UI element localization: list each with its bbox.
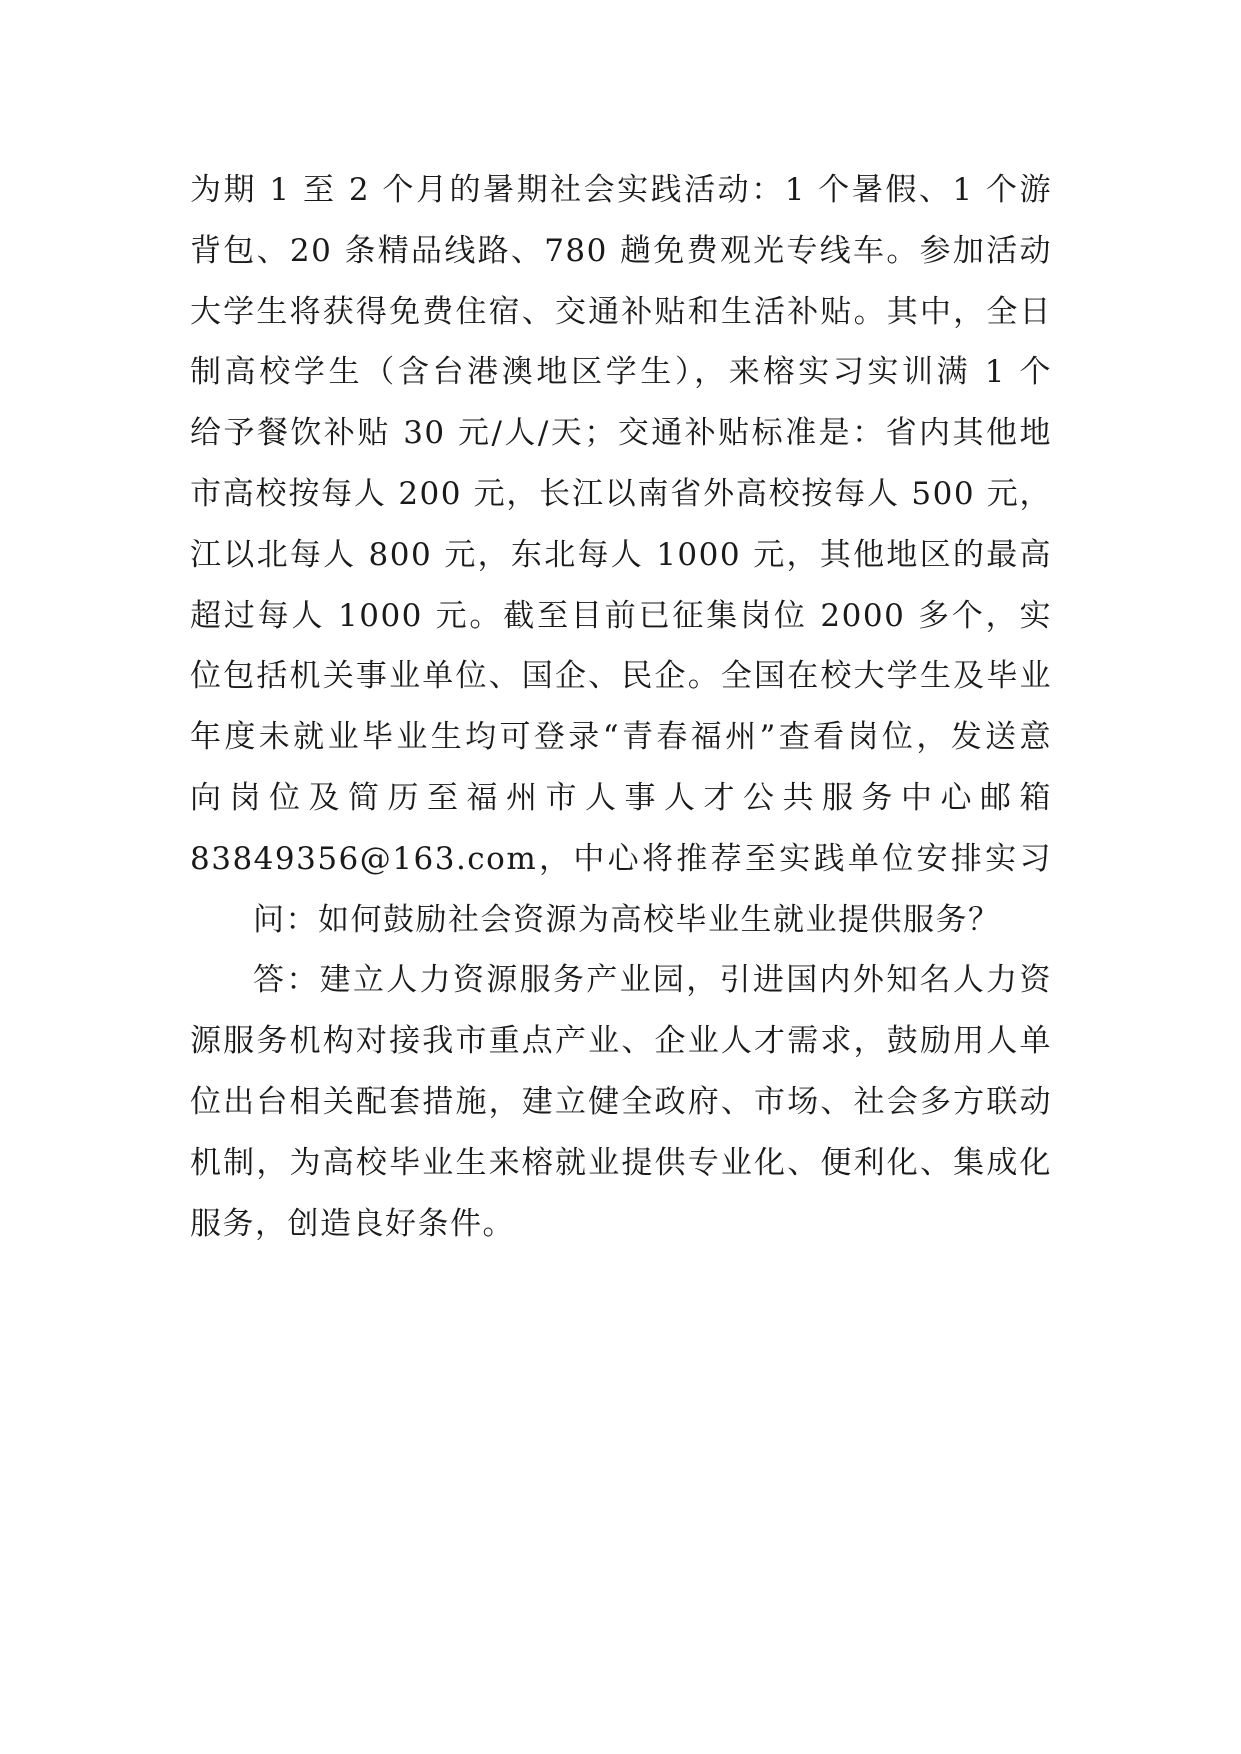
text-line: 制高校学生（含台港澳地区学生），来榕实习实训满 1 个	[190, 354, 1052, 391]
text-line: 江以北每人 800 元，东北每人 1000 元，其他地区的最高	[190, 536, 1052, 573]
text-line: 给予餐饮补贴 30 元/人/天；交通补贴标准是：省内其他地	[190, 415, 1052, 452]
text-line: 向岗位及简历至福州市人事人才公共服务中心邮箱	[190, 779, 1052, 816]
question-line: 问：如何鼓励社会资源为高校毕业生就业提供服务？	[253, 901, 1001, 938]
text-line: 超过每人 1000 元。截至目前已征集岗位 2000 多个，实	[190, 597, 1052, 634]
text-line: 为期 1 至 2 个月的暑期社会实践活动：1 个暑假、1 个游	[190, 172, 1052, 208]
text-line: 83849356@163.com，中心将推荐至实践单位安排实习	[190, 840, 1052, 877]
text-line: 市高校按每人 200 元，长江以南省外高校按每人 500 元，	[190, 475, 1052, 512]
text-line: 位出台相关配套措施，建立健全政府、市场、社会多方联动	[190, 1083, 1052, 1120]
text-line: 答：建立人力资源服务产业园，引进国内外知名人力资	[253, 962, 1052, 999]
text-line: 背包、20 条精品线路、780 趟免费观光专线车。参加活动	[190, 232, 1052, 269]
document-body	[190, 160, 1052, 1254]
text-line: 年度未就业毕业生均可登录“青春福州”查看岗位，发送意	[190, 719, 1052, 756]
paragraph-policy-details	[190, 160, 1052, 890]
paragraph-answer	[190, 950, 1052, 1254]
text-line: 服务，创造良好条件。	[190, 1205, 515, 1242]
text-line: 源服务机构对接我市重点产业、企业人才需求，鼓励用人单	[190, 1023, 1052, 1060]
text-line: 机制，为高校毕业生来榕就业提供专业化、便利化、集成化	[190, 1144, 1052, 1181]
text-line: 位包括机关事业单位、国企、民企。全国在校大学生及毕业	[190, 658, 1052, 695]
text-line: 大学生将获得免费住宿、交通补贴和生活补贴。其中，全日	[190, 293, 1052, 330]
